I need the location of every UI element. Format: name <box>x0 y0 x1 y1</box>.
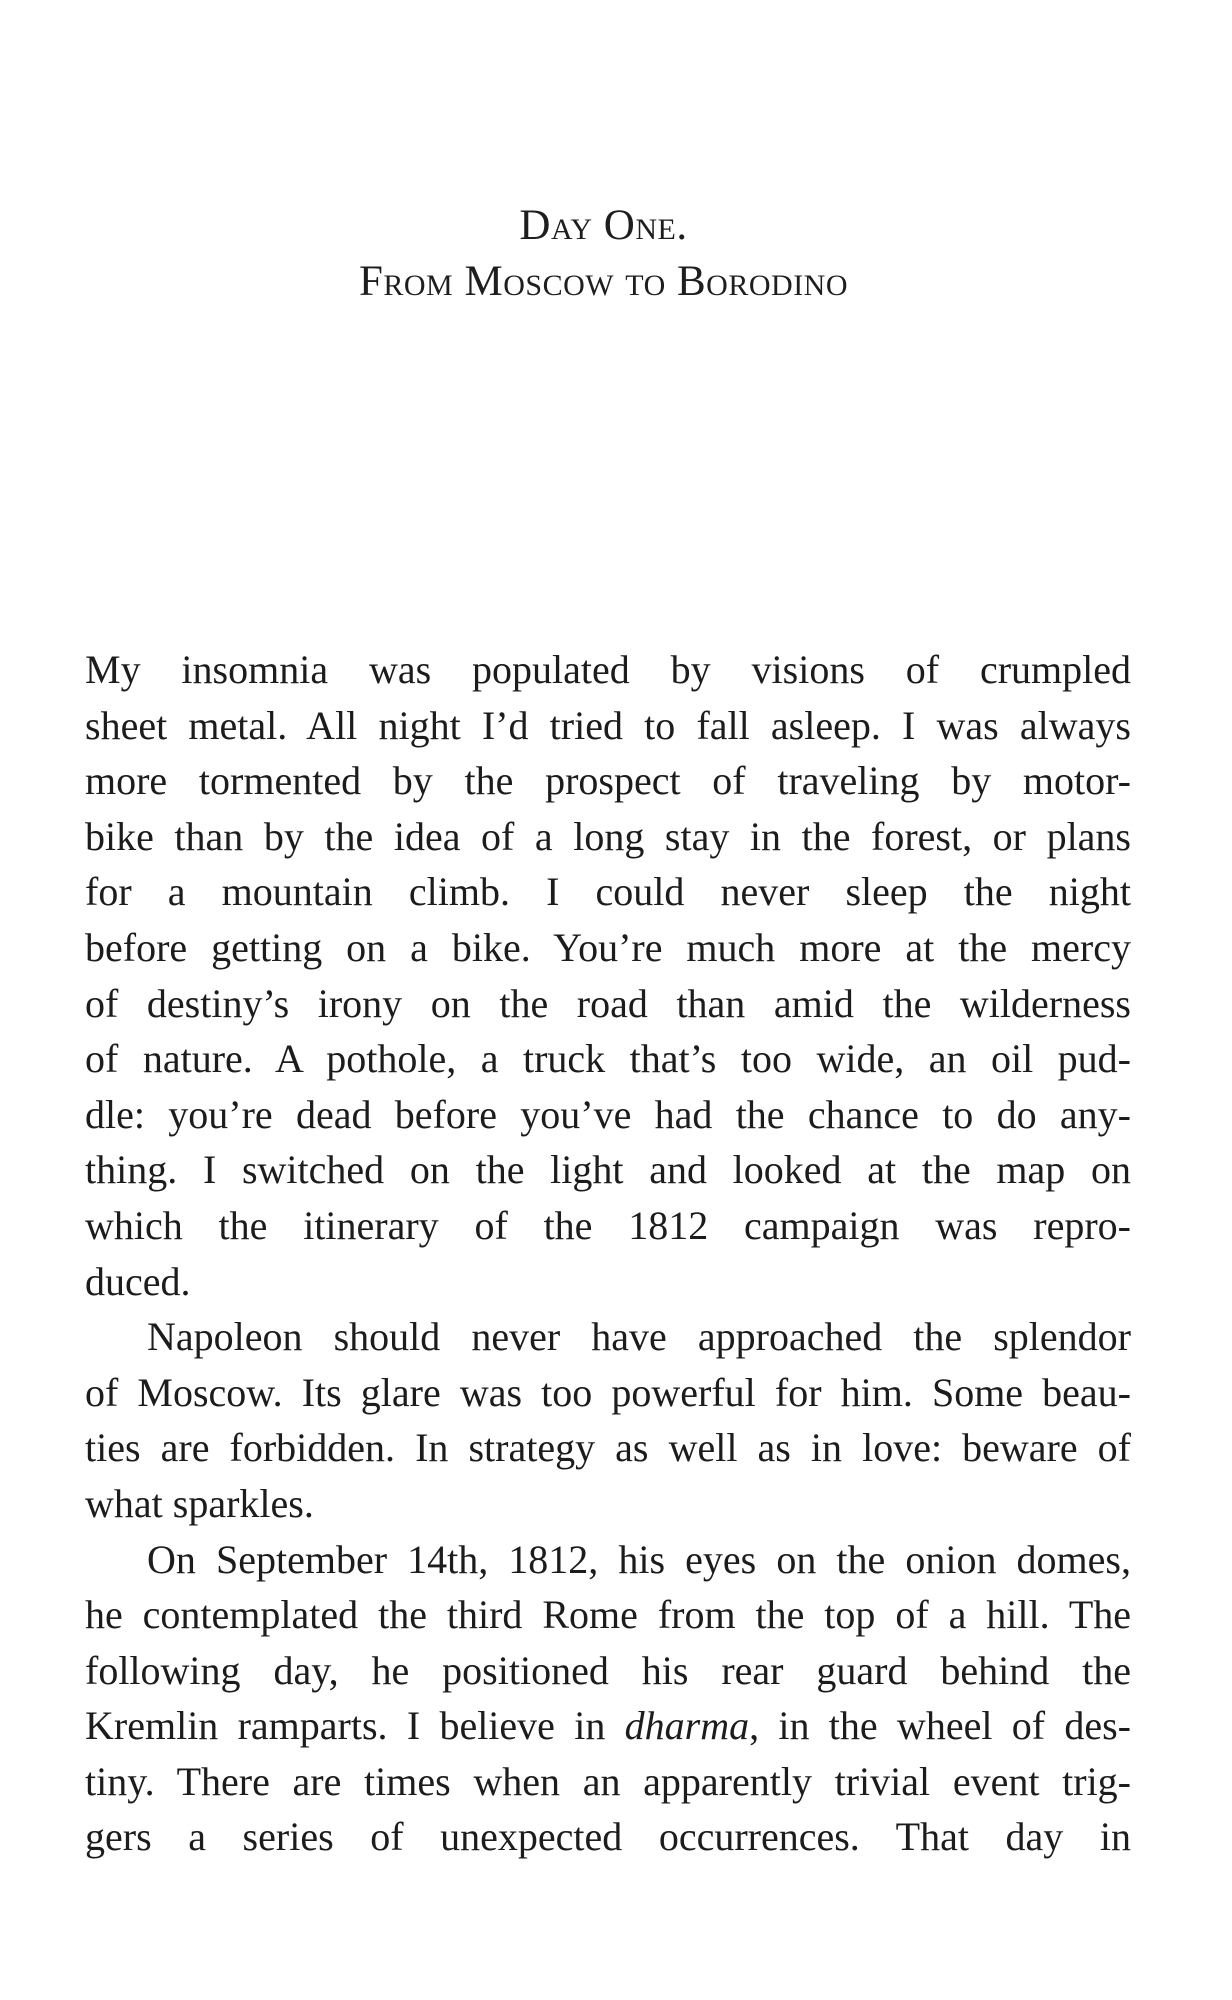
text-line: he contemplated the third Rome from the top of a hill. The <box>85 1592 1131 1638</box>
text-line: Napoleon should never have approached the splendor <box>147 1314 1131 1360</box>
text-line: following day, he positioned his rear guard behind the <box>85 1647 1131 1693</box>
text-line: of nature. A pothole, a truck that’s too wide, an oil pud- <box>85 1036 1131 1082</box>
text-line: My insomnia was populated by visions of crumpled <box>85 647 1131 692</box>
text-line: of destiny’s irony on the road than amid the wilderness <box>85 980 1131 1026</box>
chapter-title-route: From Moscow to Borodino <box>358 258 849 305</box>
text-line: thing. I switched on the light and looked at the map on <box>85 1147 1131 1193</box>
text-line: bike than by the idea of a long stay in the forest, or plans <box>85 813 1131 859</box>
text-line: tiny. There are times when an apparently trivial event trig- <box>85 1758 1131 1804</box>
text-line <box>85 1698 1131 1754</box>
text-line: sheet metal. All night I’d tried to fall asleep. I was always <box>85 702 1131 748</box>
text-fragment: Kremlin ramparts. I believe in <box>85 1703 625 1749</box>
body-text <box>85 642 1131 1865</box>
text-line: which the itinerary of the 1812 campaign was repro- <box>85 1202 1131 1248</box>
text-fragment: , in the wheel of des- <box>749 1703 1131 1749</box>
text-line: of Moscow. Its glare was too powerful for him. Some beau- <box>85 1369 1131 1415</box>
italic-term: dharma <box>624 1703 750 1749</box>
text-line: ties are forbidden. In strategy as well as in love: beware of <box>85 1425 1131 1471</box>
text-line: dle: you’re dead before you’ve had the chance to do any- <box>85 1091 1131 1137</box>
text-line: before getting on a bike. You’re much more at the mercy <box>85 924 1131 970</box>
text-line: more tormented by the prospect of traveling by motor- <box>85 758 1131 804</box>
text-line: what sparkles. <box>85 1480 314 1526</box>
text-line: for a mountain climb. I could never sleep the night <box>85 869 1131 915</box>
chapter-heading <box>0 198 1207 310</box>
text-line: gers a series of unexpected occurrences. That day in <box>85 1814 1131 1860</box>
chapter-title-day: Day One. <box>519 202 688 249</box>
text-line: On September 14th, 1812, his eyes on the onion domes, <box>147 1536 1131 1582</box>
text-line: duced. <box>85 1258 191 1304</box>
